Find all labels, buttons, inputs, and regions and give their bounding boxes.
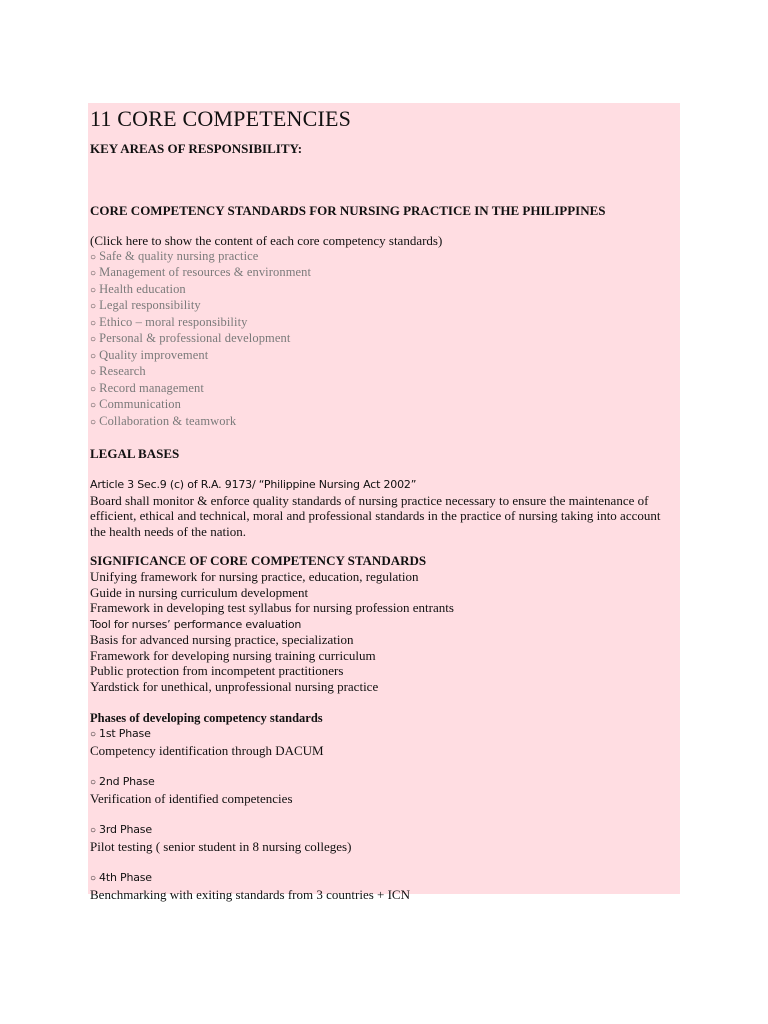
phase-desc: Benchmarking with exiting standards from 3 countries + ICN <box>90 886 410 902</box>
bullet-icon: ○ <box>90 416 97 428</box>
phase-label: ○ 4th Phase <box>90 871 152 884</box>
competency-item[interactable]: ○ Ethico – moral responsibility <box>90 314 248 329</box>
competency-item[interactable]: ○ Communication <box>90 397 181 411</box>
phase-label: ○ 3rd Phase <box>90 823 152 836</box>
bullet-icon: ○ <box>90 251 97 263</box>
phases-heading: Phases of developing competency standards <box>90 711 323 725</box>
phase-block <box>90 726 676 758</box>
document-body <box>90 104 676 902</box>
bullet-icon: ○ <box>90 729 97 740</box>
competency-item[interactable]: ○ Quality improvement <box>90 347 209 362</box>
bullet-icon: ○ <box>90 268 97 279</box>
significance-item: Basis for advanced nursing practice, specialization <box>90 632 354 647</box>
legal-bases-heading: LEGAL BASES <box>90 446 180 461</box>
bullet-icon: ○ <box>90 367 97 378</box>
bullet-icon: ○ <box>90 350 97 362</box>
phase-block <box>90 870 676 902</box>
bullet-icon: ○ <box>90 400 97 411</box>
competency-item[interactable]: ○ Personal & professional development <box>90 331 291 345</box>
competency-item[interactable]: ○ Health education <box>90 281 186 296</box>
page-title: 11 CORE COMPETENCIES <box>90 106 352 131</box>
competency-item[interactable]: ○ Management of resources & environment <box>90 265 312 279</box>
key-areas-heading: KEY AREAS OF RESPONSIBILITY: <box>90 141 303 156</box>
bullet-icon: ○ <box>90 334 97 345</box>
significance-item: Yardstick for unethical, unprofessional nursing practice <box>90 678 379 694</box>
legal-text: Board shall monitor & enforce quality standards of nursing practice necessary to ensure the maintenance of efficient, ethical and technical, moral and professional standards in the practice of nursing taking into account the health needs of the nation. <box>90 492 661 539</box>
significance-item: Tool for nurses’ performance evaluation <box>90 617 302 631</box>
phase-label: ○ 2nd Phase <box>90 775 155 788</box>
phase-block <box>90 822 676 854</box>
bullet-icon: ○ <box>90 317 97 329</box>
competency-list <box>90 249 676 431</box>
significance-list <box>90 569 676 694</box>
competency-item[interactable]: ○ Research <box>90 364 146 378</box>
bullet-icon: ○ <box>90 825 97 836</box>
bullet-icon: ○ <box>90 777 97 788</box>
significance-item: Framework in developing test syllabus for nursing profession entrants <box>90 600 454 615</box>
significance-item: Unifying framework for nursing practice, education, regulation <box>90 569 419 584</box>
standards-heading: CORE COMPETENCY STANDARDS FOR NURSING PRACTICE IN THE PHILIPPINES <box>90 203 606 218</box>
significance-item: Guide in nursing curriculum development <box>90 584 309 600</box>
click-note-link[interactable]: (Click here to show the content of each core competency standards) <box>90 233 443 248</box>
significance-item: Framework for developing nursing training curriculum <box>90 647 376 663</box>
phase-desc: Verification of identified competencies <box>90 790 293 806</box>
phase-block <box>90 774 676 806</box>
bullet-icon: ○ <box>90 383 97 395</box>
significance-item: Public protection from incompetent practitioners <box>90 663 344 678</box>
competency-item[interactable]: ○ Legal responsibility <box>90 298 201 312</box>
phase-desc: Competency identification through DACUM <box>90 742 324 758</box>
competency-item[interactable]: ○ Record management <box>90 380 204 395</box>
significance-heading: SIGNIFICANCE OF CORE COMPETENCY STANDARDS <box>90 553 427 568</box>
bullet-icon: ○ <box>90 301 97 312</box>
competency-item[interactable]: ○ Safe & quality nursing practice <box>90 248 259 263</box>
bullet-icon: ○ <box>90 873 97 884</box>
bullet-icon: ○ <box>90 284 97 296</box>
legal-citation: Article 3 Sec.9 (c) of R.A. 9173/ “Philippine Nursing Act 2002” <box>90 478 417 491</box>
phase-desc: Pilot testing ( senior student in 8 nursing colleges) <box>90 838 352 854</box>
phase-label: ○ 1st Phase <box>90 727 151 740</box>
competency-item[interactable]: ○ Collaboration & teamwork <box>90 413 237 428</box>
